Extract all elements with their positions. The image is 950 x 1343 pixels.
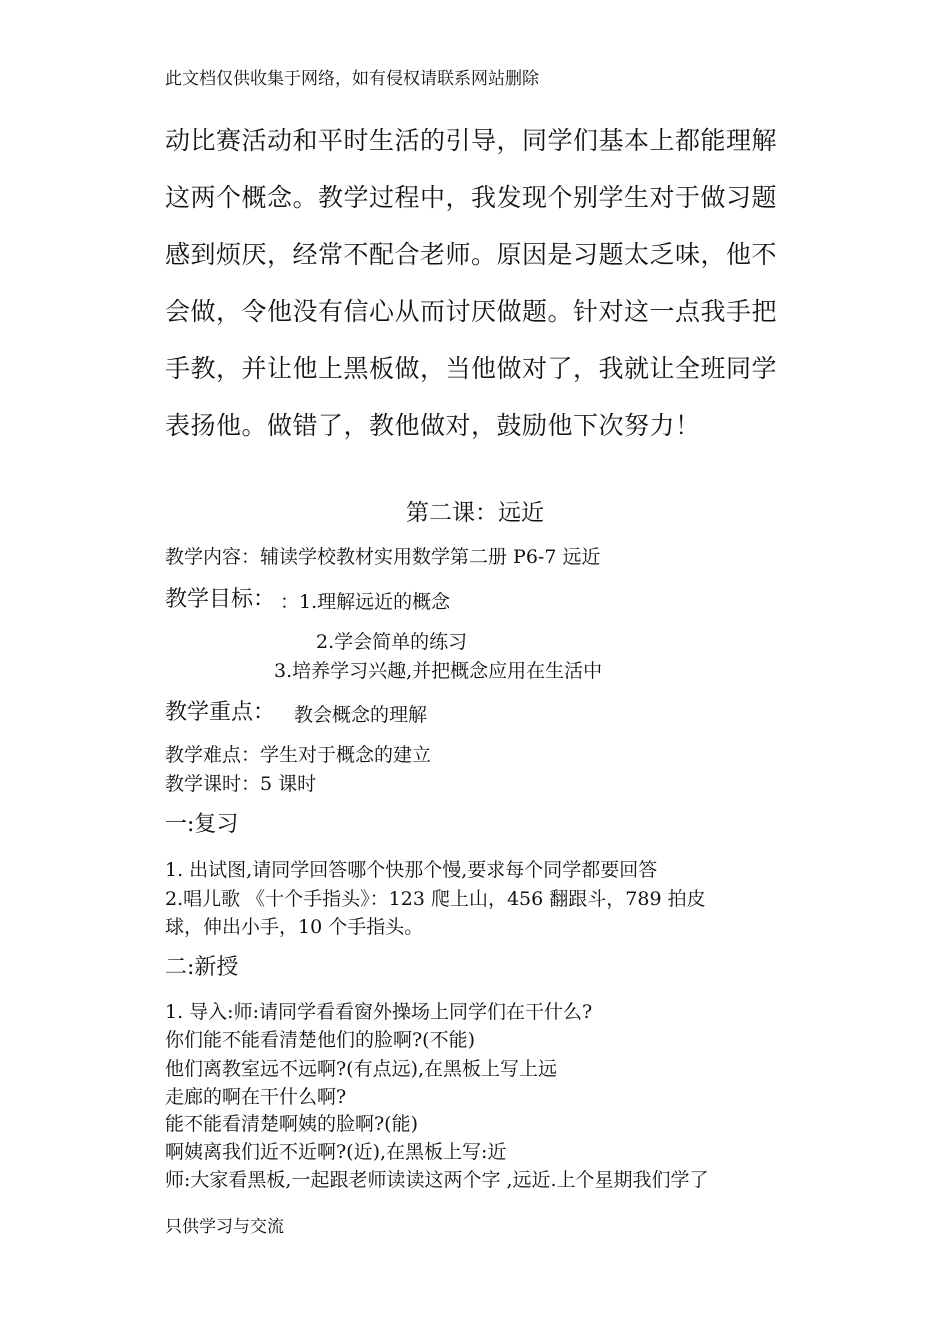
- objectives-label: 教学目标：: [165, 587, 276, 612]
- key-point-text: 教会概念的理解: [294, 704, 428, 726]
- review-heading: 一:复习: [165, 812, 239, 837]
- paragraph-line: 感到烦厌，经常不配合老师。原因是习题太乏味，他不: [165, 240, 778, 269]
- paragraph-line: 这两个概念。教学过程中，我发现个别学生对于做习题: [165, 183, 778, 212]
- objective-item: 2.学会简单的练习: [316, 631, 468, 653]
- new-lesson-line: 走廊的啊在干什么啊?: [165, 1086, 347, 1108]
- new-lesson-line: 师:大家看黑板,一起跟老师读读这两个字 ,远近.上个星期我们学了: [165, 1169, 709, 1191]
- new-lesson-line: 1. 导入:师:请同学看看窗外操场上同学们在干什么?: [165, 1001, 593, 1023]
- new-lesson-line: 啊姨离我们近不近啊?(近),在黑板上写:近: [165, 1141, 507, 1163]
- key-point-label: 教学重点：: [165, 700, 276, 725]
- lesson-title: 第二课：远近: [406, 500, 544, 526]
- paragraph-line: 动比赛活动和平时生活的引导，同学们基本上都能理解: [165, 126, 778, 155]
- objective-item: ：1.理解远近的概念: [280, 591, 451, 613]
- footer-note: 只供学习与交流: [165, 1217, 284, 1237]
- review-item: 2.唱儿歌 《十个手指头》：123 爬上山，456 翻跟斗，789 拍皮: [165, 888, 706, 910]
- paragraph-line: 会做，令他没有信心从而讨厌做题。针对这一点我手把: [165, 297, 778, 326]
- header-note: 此文档仅供收集于网络，如有侵权请联系网站删除: [165, 69, 539, 89]
- teaching-content: 教学内容：辅读学校教材实用数学第二册 P6-7 远近: [165, 546, 601, 568]
- new-lesson-heading: 二:新授: [165, 955, 239, 980]
- paragraph-line: 手教，并让他上黑板做，当他做对了，我就让全班同学: [165, 354, 778, 383]
- new-lesson-line: 能不能看清楚啊姨的脸啊?(能): [165, 1113, 419, 1135]
- objective-item: 3.培养学习兴趣,并把概念应用在生活中: [274, 660, 603, 682]
- paragraph-line: 表扬他。做错了，教他做对，鼓励他下次努力！: [165, 411, 701, 440]
- review-item: 1. 出试图,请同学回答哪个快那个慢,要求每个同学都要回答: [165, 859, 658, 881]
- review-item: 球，伸出小手，10 个手指头。: [165, 916, 424, 938]
- hours-line: 教学课时：5 课时: [165, 773, 317, 795]
- new-lesson-line: 他们离教室远不远啊?(有点远),在黑板上写上远: [165, 1058, 558, 1080]
- difficulty-line: 教学难点：学生对于概念的建立: [165, 744, 432, 766]
- new-lesson-line: 你们能不能看清楚他们的脸啊?(不能): [165, 1029, 476, 1051]
